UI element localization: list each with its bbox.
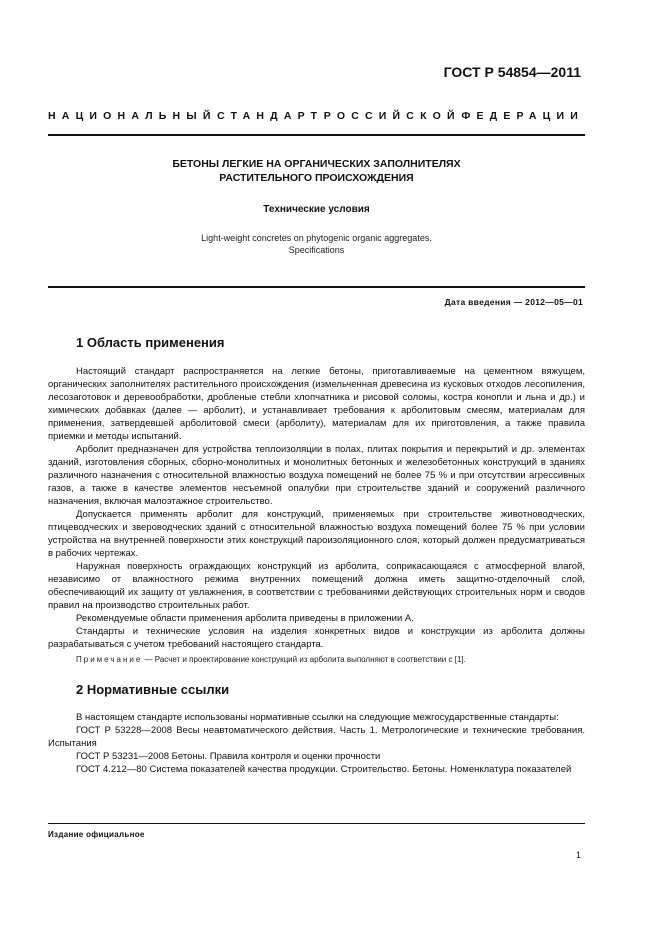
reference-item: ГОСТ Р 53228—2008 Весы неавтоматического действия. Часть 1. Метрологические и технические требования. Испытания [48, 725, 585, 749]
paragraph: В настоящем стандарте использованы нормативные ссылки на следующие межгосударственные стандарты: [76, 712, 559, 723]
specification-subtitle: Технические условия [263, 204, 370, 215]
introduction-date: Дата введения — 2012—05—01 [444, 297, 583, 307]
document-code: ГОСТ Р 54854—2011 [443, 64, 581, 80]
section-2-heading: 2 Нормативные ссылки [76, 682, 230, 697]
paragraph: Стандарты и технические условия на изделия конкретных видов и конструкции из арболита должны разрабатываться с учетом требований настоящего стандарта. [48, 626, 585, 650]
banner-word-federation: ФЕДЕРАЦИИ [461, 110, 584, 122]
footer-divider [48, 823, 585, 824]
reference-item: ГОСТ 4.212—80 Система показателей качества продукции. Строительство. Бетоны. Номенклатура показателей [76, 764, 572, 775]
section-1-body [48, 365, 585, 651]
section-1-heading: 1 Область применения [76, 335, 225, 350]
section-1-note [76, 655, 466, 664]
reference-item: ГОСТ Р 53231—2008 Бетоны. Правила контроля и оценки прочности [76, 751, 381, 762]
paragraph: Арболит предназначен для устройства теплоизоляции в полах, плитах покрытия и перекрытий и др. элементах зданий, изготовления сборных, сборно-монолитных и монолитных бетонных и железобетонных конструкций в зданиях различного назначения с относительной влажностью воздуха помещений не более 75 % и при отсутствии агрессивных газов, а также в качестве элементов несъемной опалубки при строительстве зданий и сооружений различного назначения, включая малоэтажное строительство. [48, 444, 585, 507]
paragraph: Рекомендуемые области применения арболита приведены в приложении А. [76, 613, 414, 624]
paragraph: Настоящий стандарт распространяется на легкие бетоны, приготавливаемые на цементном вяжущем, органических заполнителях растительного происхождения (измельченная древесина из кусковых отходов лесопиления, лесозаготовок и деревообработки, дробленые стебли хлопчатника и рисовой соломы, костра конопли и льна и др.) и химических добавках (далее — арболит), и устанавливает требования к арболитовым смесям, материалам для применения, затвердевшей арболитовой смеси (арболиту), материалам для их приготовления, а также правила приемки и методы испытаний. [48, 366, 585, 442]
document-title [48, 157, 585, 185]
title-line-2: РАСТИТЕЛЬНОГО ПРОИСХОЖДЕНИЯ [219, 172, 414, 184]
banner-word-russian: РОССИЙСКОЙ [323, 110, 461, 122]
english-title [48, 232, 585, 256]
banner-word-standard: СТАНДАРТ [217, 110, 324, 122]
english-title-line-1: Light-weight concretes on phytogenic organic aggregates. [201, 233, 432, 243]
title-divider [48, 286, 585, 288]
banner-word-national: НАЦИОНАЛЬНЫЙ [48, 110, 217, 122]
section-2-body [48, 711, 585, 776]
note-text: — Расчет и проектирование конструкций из арболита выполняют в соответствии с [1]. [144, 655, 466, 664]
national-standard-banner [48, 110, 584, 122]
english-title-line-2: Specifications [288, 245, 345, 255]
top-divider [48, 134, 585, 136]
paragraph: Наружная поверхность ограждающих конструкций из арболита, соприкасающаяся с атмосферной влагой, независимо от влажностного режима внутренних помещений должна иметь защитно-отделочный слой, обеспечивающий их защиту от увлажнения, в соответствии с требованиями действующих строительных норм и сводов правил на производство строительных работ. [48, 561, 585, 611]
paragraph: Допускается применять арболит для конструкций, применяемых при строительстве животноводческих, птицеводческих и звероводческих зданий с относительной влажностью воздуха помещений более 75 % при условии устройства на внутренней поверхности этих конструкций пароизоляционного слоя, который должен предусматриваться в рабочих чертежах. [48, 509, 585, 559]
official-edition-label: Издание официальное [48, 830, 145, 839]
note-label: Примечание [76, 655, 143, 664]
title-line-1: БЕТОНЫ ЛЕГКИЕ НА ОРГАНИЧЕСКИХ ЗАПОЛНИТЕЛЯХ [172, 158, 461, 170]
page-number: 1 [575, 850, 581, 860]
